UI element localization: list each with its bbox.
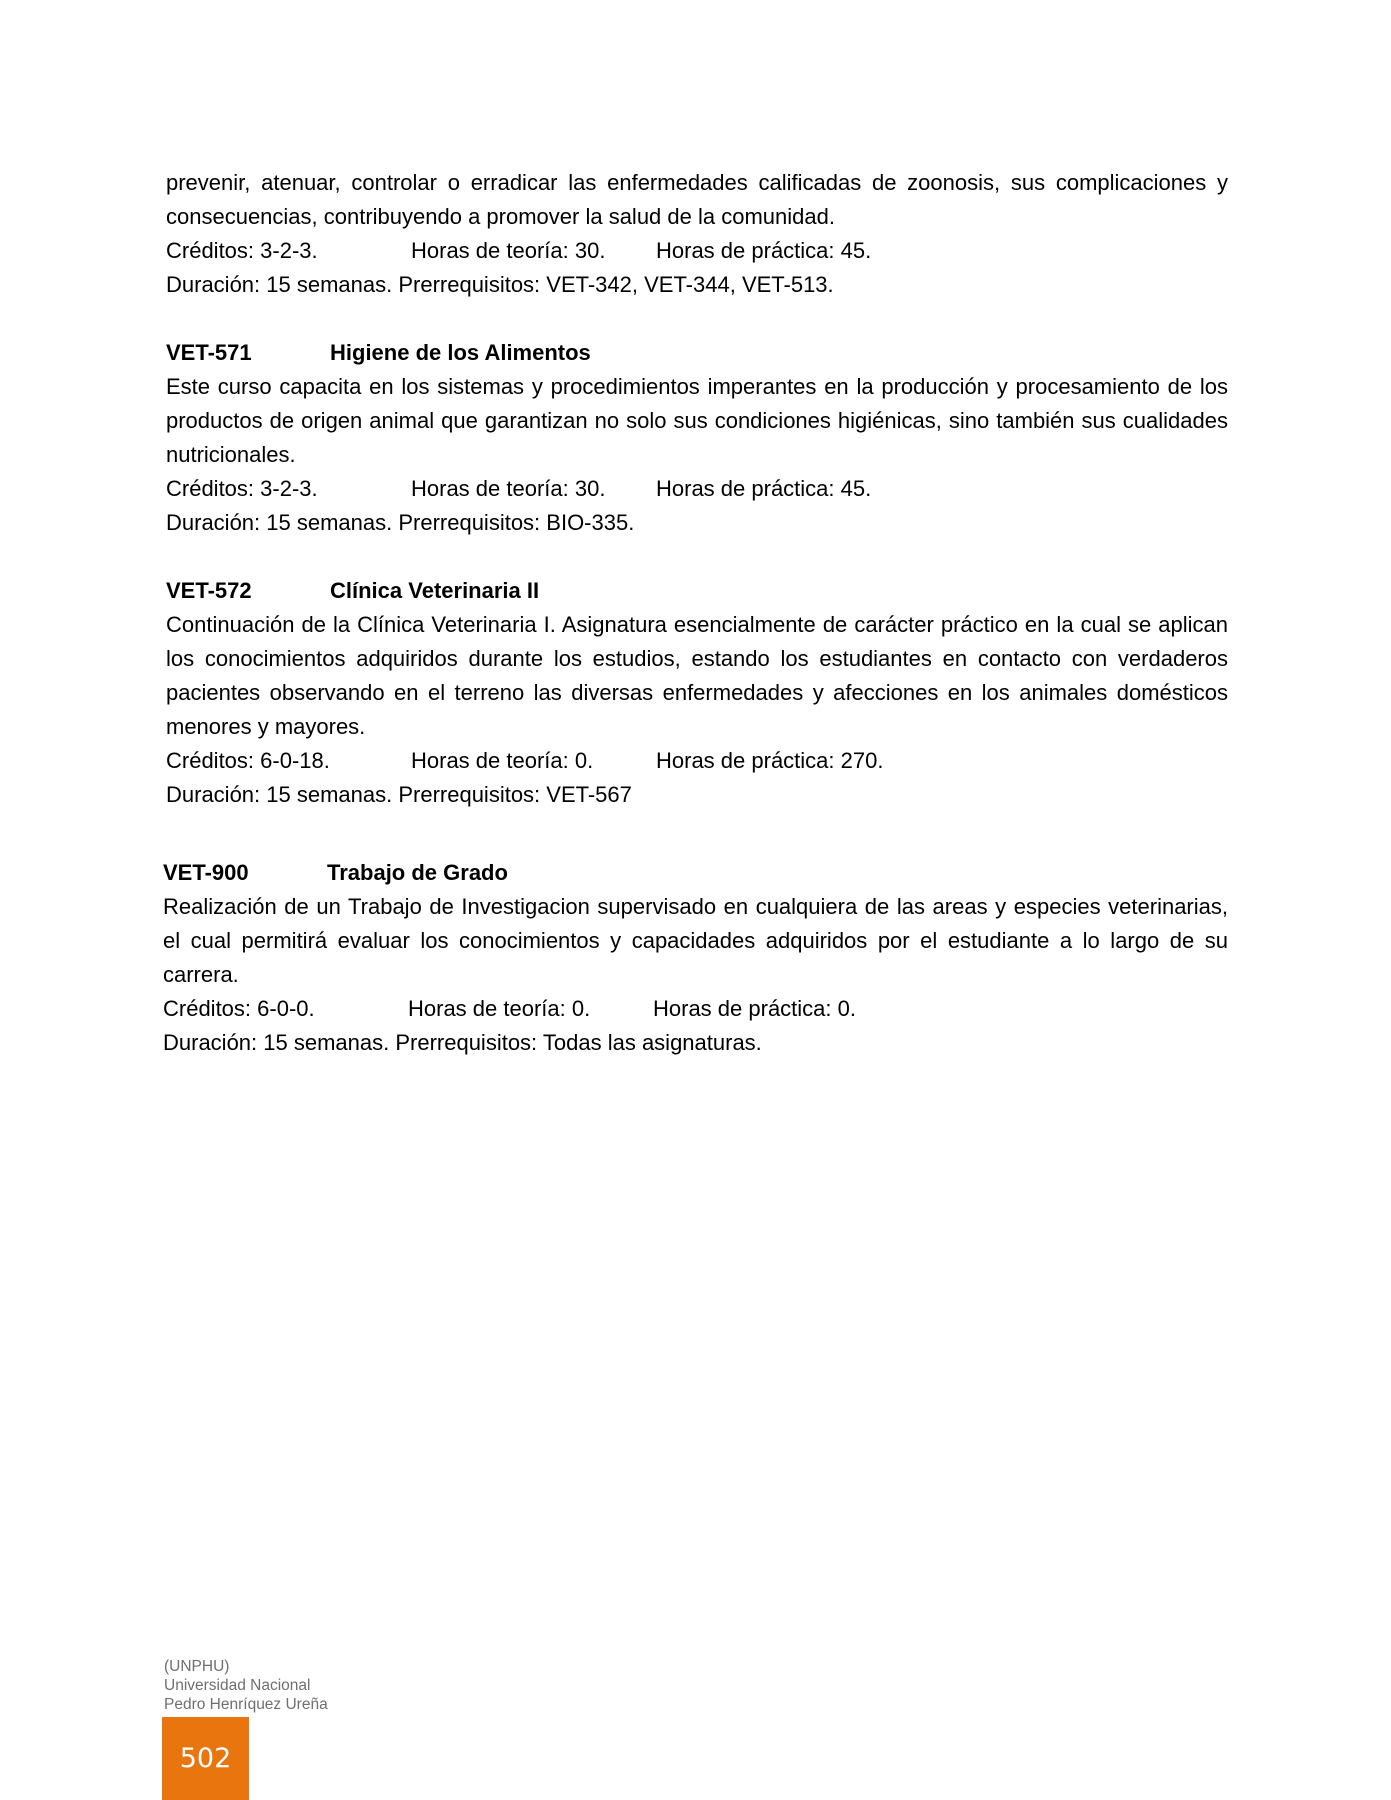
- course-heading: [163, 856, 1228, 890]
- page-number-badge: 502: [162, 1717, 249, 1800]
- intro-paragraph: prevenir, atenuar, controlar o erradicar las enfermedades calificadas de zoonosis, sus complicaciones y consecuencias, contribuyendo a promover la salud de la comunidad.: [166, 170, 1228, 229]
- course-code: VET-572: [166, 578, 252, 603]
- course-hours-row: [163, 992, 1228, 1026]
- course-title: Higiene de los Alimentos: [330, 340, 591, 365]
- course-horas-teoria: Horas de teoría: 30.: [411, 476, 606, 501]
- page-content: [163, 166, 1228, 1060]
- course-horas-practica: Horas de práctica: 270.: [656, 748, 884, 773]
- footer-name-line2: Pedro Henríquez Ureña: [164, 1696, 328, 1713]
- course-code: VET-571: [166, 340, 252, 365]
- footer-name-line1: Universidad Nacional: [164, 1677, 311, 1694]
- course-hours-row: [166, 744, 1228, 778]
- course-description: Este curso capacita en los sistemas y procedimientos imperantes en la producción y procesamiento de los productos de origen animal que garantizan no solo sus condiciones higiénicas, sino también sus cualidades nutricionales.: [166, 374, 1228, 467]
- course-description: Realización de un Trabajo de Investigacion supervisado en cualquiera de las areas y especies veterinarias, el cual permitirá evaluar los conocimientos y capacidades adquiridos por el estudiante a lo largo de su carrera.: [163, 894, 1228, 987]
- course-duracion: Duración: 15 semanas. Prerrequisitos: Todas las asignaturas.: [163, 1030, 762, 1055]
- course-vet-571: [166, 336, 1228, 540]
- intro-creditos: Créditos: 3-2-3.: [166, 238, 318, 263]
- course-horas-teoria: Horas de teoría: 0.: [408, 996, 591, 1021]
- course-title: Clínica Veterinaria II: [330, 578, 540, 603]
- intro-duracion: Duración: 15 semanas. Prerrequisitos: VET-342, VET-344, VET-513.: [166, 272, 834, 297]
- intro-horas-practica: Horas de práctica: 45.: [656, 238, 872, 263]
- course-creditos: Créditos: 3-2-3.: [166, 476, 318, 501]
- course-description: Continuación de la Clínica Veterinaria I. Asignatura esencialmente de carácter práctico en la cual se aplican los conocimientos adquiridos durante los estudios, estando los estudiantes en contacto con verdaderos pacientes observando en el terreno las diversas enfermedades y afecciones en los animales domésticos menores y mayores.: [166, 612, 1228, 739]
- course-duracion: Duración: 15 semanas. Prerrequisitos: VET-567: [166, 782, 632, 807]
- course-creditos: Créditos: 6-0-0.: [163, 996, 315, 1021]
- course-horas-teoria: Horas de teoría: 0.: [411, 748, 594, 773]
- course-title: Trabajo de Grado: [327, 860, 508, 885]
- footer-acronym: (UNPHU): [164, 1658, 230, 1675]
- course-vet-572: [166, 574, 1228, 812]
- course-heading: [166, 336, 1228, 370]
- course-duracion: Duración: 15 semanas. Prerrequisitos: BIO-335.: [166, 510, 635, 535]
- course-horas-practica: Horas de práctica: 0.: [653, 996, 856, 1021]
- course-vet-900: [163, 856, 1228, 1060]
- course-hours-row: [166, 472, 1228, 506]
- course-horas-practica: Horas de práctica: 45.: [656, 476, 872, 501]
- course-heading: [166, 574, 1228, 608]
- course-code: VET-900: [163, 860, 249, 885]
- footer-institution: [164, 1657, 328, 1714]
- intro-hours-row: [166, 234, 1228, 268]
- course-creditos: Créditos: 6-0-18.: [166, 748, 330, 773]
- intro-horas-teoria: Horas de teoría: 30.: [411, 238, 606, 263]
